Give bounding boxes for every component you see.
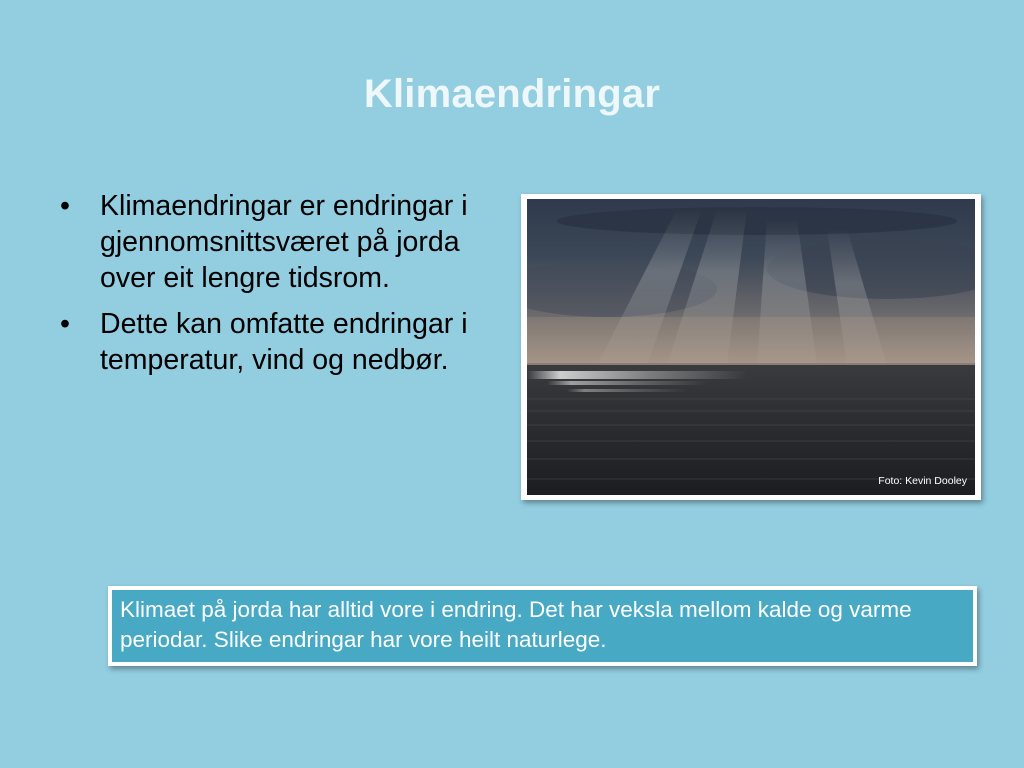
photo-credit: Foto: Kevin Dooley [878, 475, 967, 487]
slide-title: Klimaendringar [363, 72, 661, 116]
sea-storm-photo [527, 199, 975, 495]
bullet-text: Dette kan omfatte endringar i temperatur, vind og nedbør. [100, 308, 468, 376]
bullet-list [60, 188, 480, 388]
bullet-item [60, 188, 480, 296]
photo-illustration [527, 199, 975, 495]
bullet-marker: • [60, 190, 70, 222]
bullet-item [60, 306, 480, 378]
photo-frame [521, 194, 981, 500]
callout-text: Klimaet på jorda har alltid vore i endring. Det har veksla mellom kalde og varme periodar. Slike endringar har vore heilt naturlege. [112, 590, 973, 662]
callout-box [108, 586, 977, 666]
bullet-marker: • [60, 308, 70, 340]
bullet-text: Klimaendringar er endringar i gjennomsnittsværet på jorda over eit lengre tidsrom. [100, 190, 468, 294]
